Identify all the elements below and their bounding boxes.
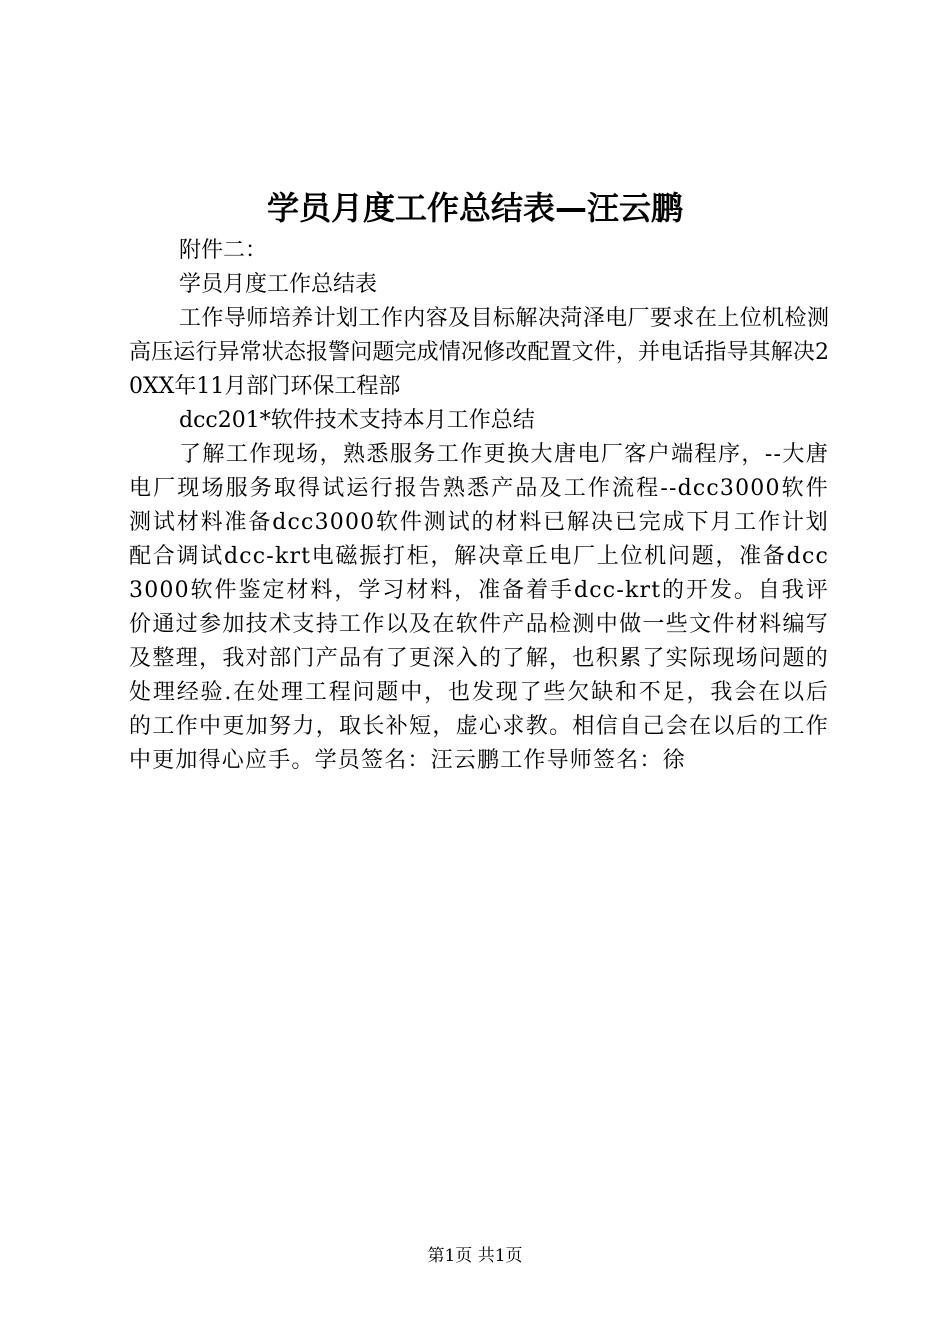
paragraph-attachment-label: 附件二：	[179, 238, 268, 263]
document-title: 学员月度工作总结表—汪云鹏	[266, 189, 683, 227]
page-footer: 第1页 共1页	[427, 1246, 523, 1266]
paragraph-form-name: 学员月度工作总结表	[179, 272, 378, 297]
paragraph-training-plan: 工作导师培养计划工作内容及目标解决菏泽电厂要求在上位机检测高压运行异常状态报警问题完成情况修改配置文件，并电话指导其解决20XX年11月部门环保工程部	[129, 306, 829, 399]
paragraph-work-summary: 了解工作现场，熟悉服务工作更换大唐电厂客户端程序，--大唐电厂现场服务取得试运行报告熟悉产品及工作流程--dcc3000软件测试材料准备dcc3000软件测试的材料已解决已完成下月工作计划配合调试dcc-krt电磁振打柜，解决章丘电厂上位机问题，准备dcc3000软件鉴定材料，学习材料，准备着手dcc-krt的开发。自我评价通过参加技术支持工作以及在软件产品检测中做一些文件材料编写及整理，我对部门产品有了更深入的了解，也积累了实际现场问题的处理经验.在处理工程问题中，也发现了些欠缺和不足，我会在以后的工作中更加努力，取长补短，虚心求教。相信自己会在以后的工作中更加得心应手。学员签名：汪云鹏工作导师签名：徐	[129, 442, 829, 773]
paragraph-summary-heading: dcc201*软件技术支持本月工作总结	[179, 408, 535, 433]
document-body	[129, 234, 829, 778]
